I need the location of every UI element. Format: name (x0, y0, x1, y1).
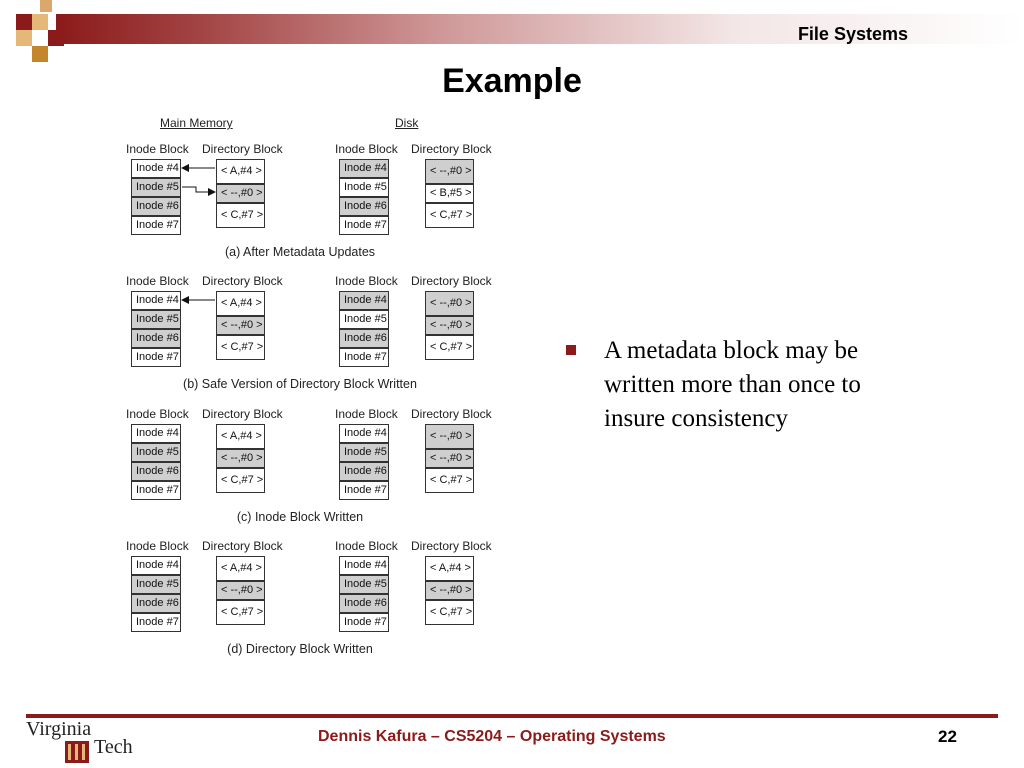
disk-label: Disk (395, 116, 419, 130)
directory-cell: < C,#7 > (425, 335, 474, 360)
inode-cell: Inode #5 (339, 575, 389, 594)
directory-cell: < --,#0 > (425, 449, 474, 468)
inode-cell: Inode #7 (339, 481, 389, 500)
directory-cell: < A,#4 > (425, 556, 474, 581)
inode-cell: Inode #5 (131, 575, 181, 594)
inode-cell: Inode #7 (131, 348, 181, 367)
directory-cell: < C,#7 > (425, 468, 474, 493)
inode-cell: Inode #4 (131, 291, 181, 310)
directory-cell: < C,#7 > (216, 203, 265, 228)
inode-cell: Inode #5 (339, 310, 389, 329)
column-header: Directory Block (411, 539, 492, 553)
inode-cell: Inode #7 (339, 216, 389, 235)
inode-cell: Inode #4 (339, 424, 389, 443)
column-header: Directory Block (411, 142, 492, 156)
inode-cell: Inode #7 (339, 613, 389, 632)
column-header: Inode Block (126, 539, 189, 553)
inode-cell: Inode #4 (131, 556, 181, 575)
inode-cell: Inode #5 (339, 443, 389, 462)
column-header: Inode Block (126, 274, 189, 288)
directory-cell: < --,#0 > (425, 316, 474, 335)
inode-cell: Inode #6 (131, 329, 181, 348)
panel-caption: (b) Safe Version of Directory Block Written (183, 377, 417, 391)
panel-caption: (d) Directory Block Written (227, 642, 373, 656)
directory-cell: < C,#7 > (425, 600, 474, 625)
column-header: Directory Block (202, 142, 283, 156)
footer-credit: Dennis Kafura – CS5204 – Operating Systems (318, 728, 666, 745)
inode-cell: Inode #7 (131, 481, 181, 500)
inode-cell: Inode #5 (131, 178, 181, 197)
inode-cell: Inode #7 (339, 348, 389, 367)
bullet-square-icon (566, 345, 576, 355)
main-memory-label (160, 116, 233, 130)
main-memory-text: Main Memory (160, 116, 233, 130)
inode-cell: Inode #4 (339, 556, 389, 575)
directory-cell: < A,#4 > (216, 159, 265, 184)
pointer-arrow-line (182, 187, 210, 192)
column-header: Inode Block (335, 142, 398, 156)
column-header: Inode Block (126, 142, 189, 156)
inode-cell: Inode #6 (131, 197, 181, 216)
inode-cell: Inode #6 (131, 462, 181, 481)
inode-cell: Inode #7 (131, 613, 181, 632)
directory-cell: < A,#4 > (216, 291, 265, 316)
panel-caption: (a) After Metadata Updates (224, 245, 376, 259)
directory-cell: < C,#7 > (216, 335, 265, 360)
directory-cell: < --,#0 > (216, 316, 265, 335)
directory-cell: < C,#7 > (216, 468, 265, 493)
column-header: Inode Block (126, 407, 189, 421)
footer-rule (26, 714, 998, 718)
slide-title: Example (442, 62, 582, 100)
inode-cell: Inode #4 (339, 159, 389, 178)
column-header: Directory Block (411, 274, 492, 288)
inode-cell: Inode #6 (339, 197, 389, 216)
inode-cell: Inode #4 (339, 291, 389, 310)
directory-cell: < --,#0 > (425, 581, 474, 600)
directory-cell: < C,#7 > (425, 203, 474, 228)
panel-caption: (c) Inode Block Written (236, 510, 364, 524)
directory-cell: < A,#4 > (216, 556, 265, 581)
directory-cell: < --,#0 > (216, 581, 265, 600)
directory-cell: < A,#4 > (216, 424, 265, 449)
inode-cell: Inode #5 (131, 443, 181, 462)
directory-cell: < --,#0 > (216, 449, 265, 468)
directory-cell: < --,#0 > (425, 159, 474, 184)
inode-cell: Inode #5 (131, 310, 181, 329)
column-header: Inode Block (335, 539, 398, 553)
inode-cell: Inode #6 (339, 329, 389, 348)
inode-cell: Inode #6 (131, 594, 181, 613)
inode-cell: Inode #5 (339, 178, 389, 197)
logo-emblem-icon (64, 740, 90, 764)
directory-cell: < --,#0 > (425, 424, 474, 449)
inode-cell: Inode #6 (339, 462, 389, 481)
logo-text-bottom: Tech (94, 736, 133, 758)
logo-text-top: Virginia (26, 718, 92, 740)
inode-cell: Inode #6 (339, 594, 389, 613)
directory-cell: < --,#0 > (216, 184, 265, 203)
directory-cell: < --,#0 > (425, 291, 474, 316)
page-number: 22 (938, 727, 957, 746)
bullet-text: A metadata block may be written more than once to insure consistency (604, 337, 861, 432)
column-header: Directory Block (202, 274, 283, 288)
directory-cell: < C,#7 > (216, 600, 265, 625)
column-header: Directory Block (202, 407, 283, 421)
inode-cell: Inode #7 (131, 216, 181, 235)
directory-cell: < B,#5 > (425, 184, 474, 203)
header-title: File Systems (797, 24, 908, 44)
inode-cell: Inode #4 (131, 159, 181, 178)
column-header: Directory Block (202, 539, 283, 553)
inode-cell: Inode #4 (131, 424, 181, 443)
column-header: Inode Block (335, 274, 398, 288)
column-header: Inode Block (335, 407, 398, 421)
virginia-tech-logo (24, 718, 134, 766)
column-header: Directory Block (411, 407, 492, 421)
